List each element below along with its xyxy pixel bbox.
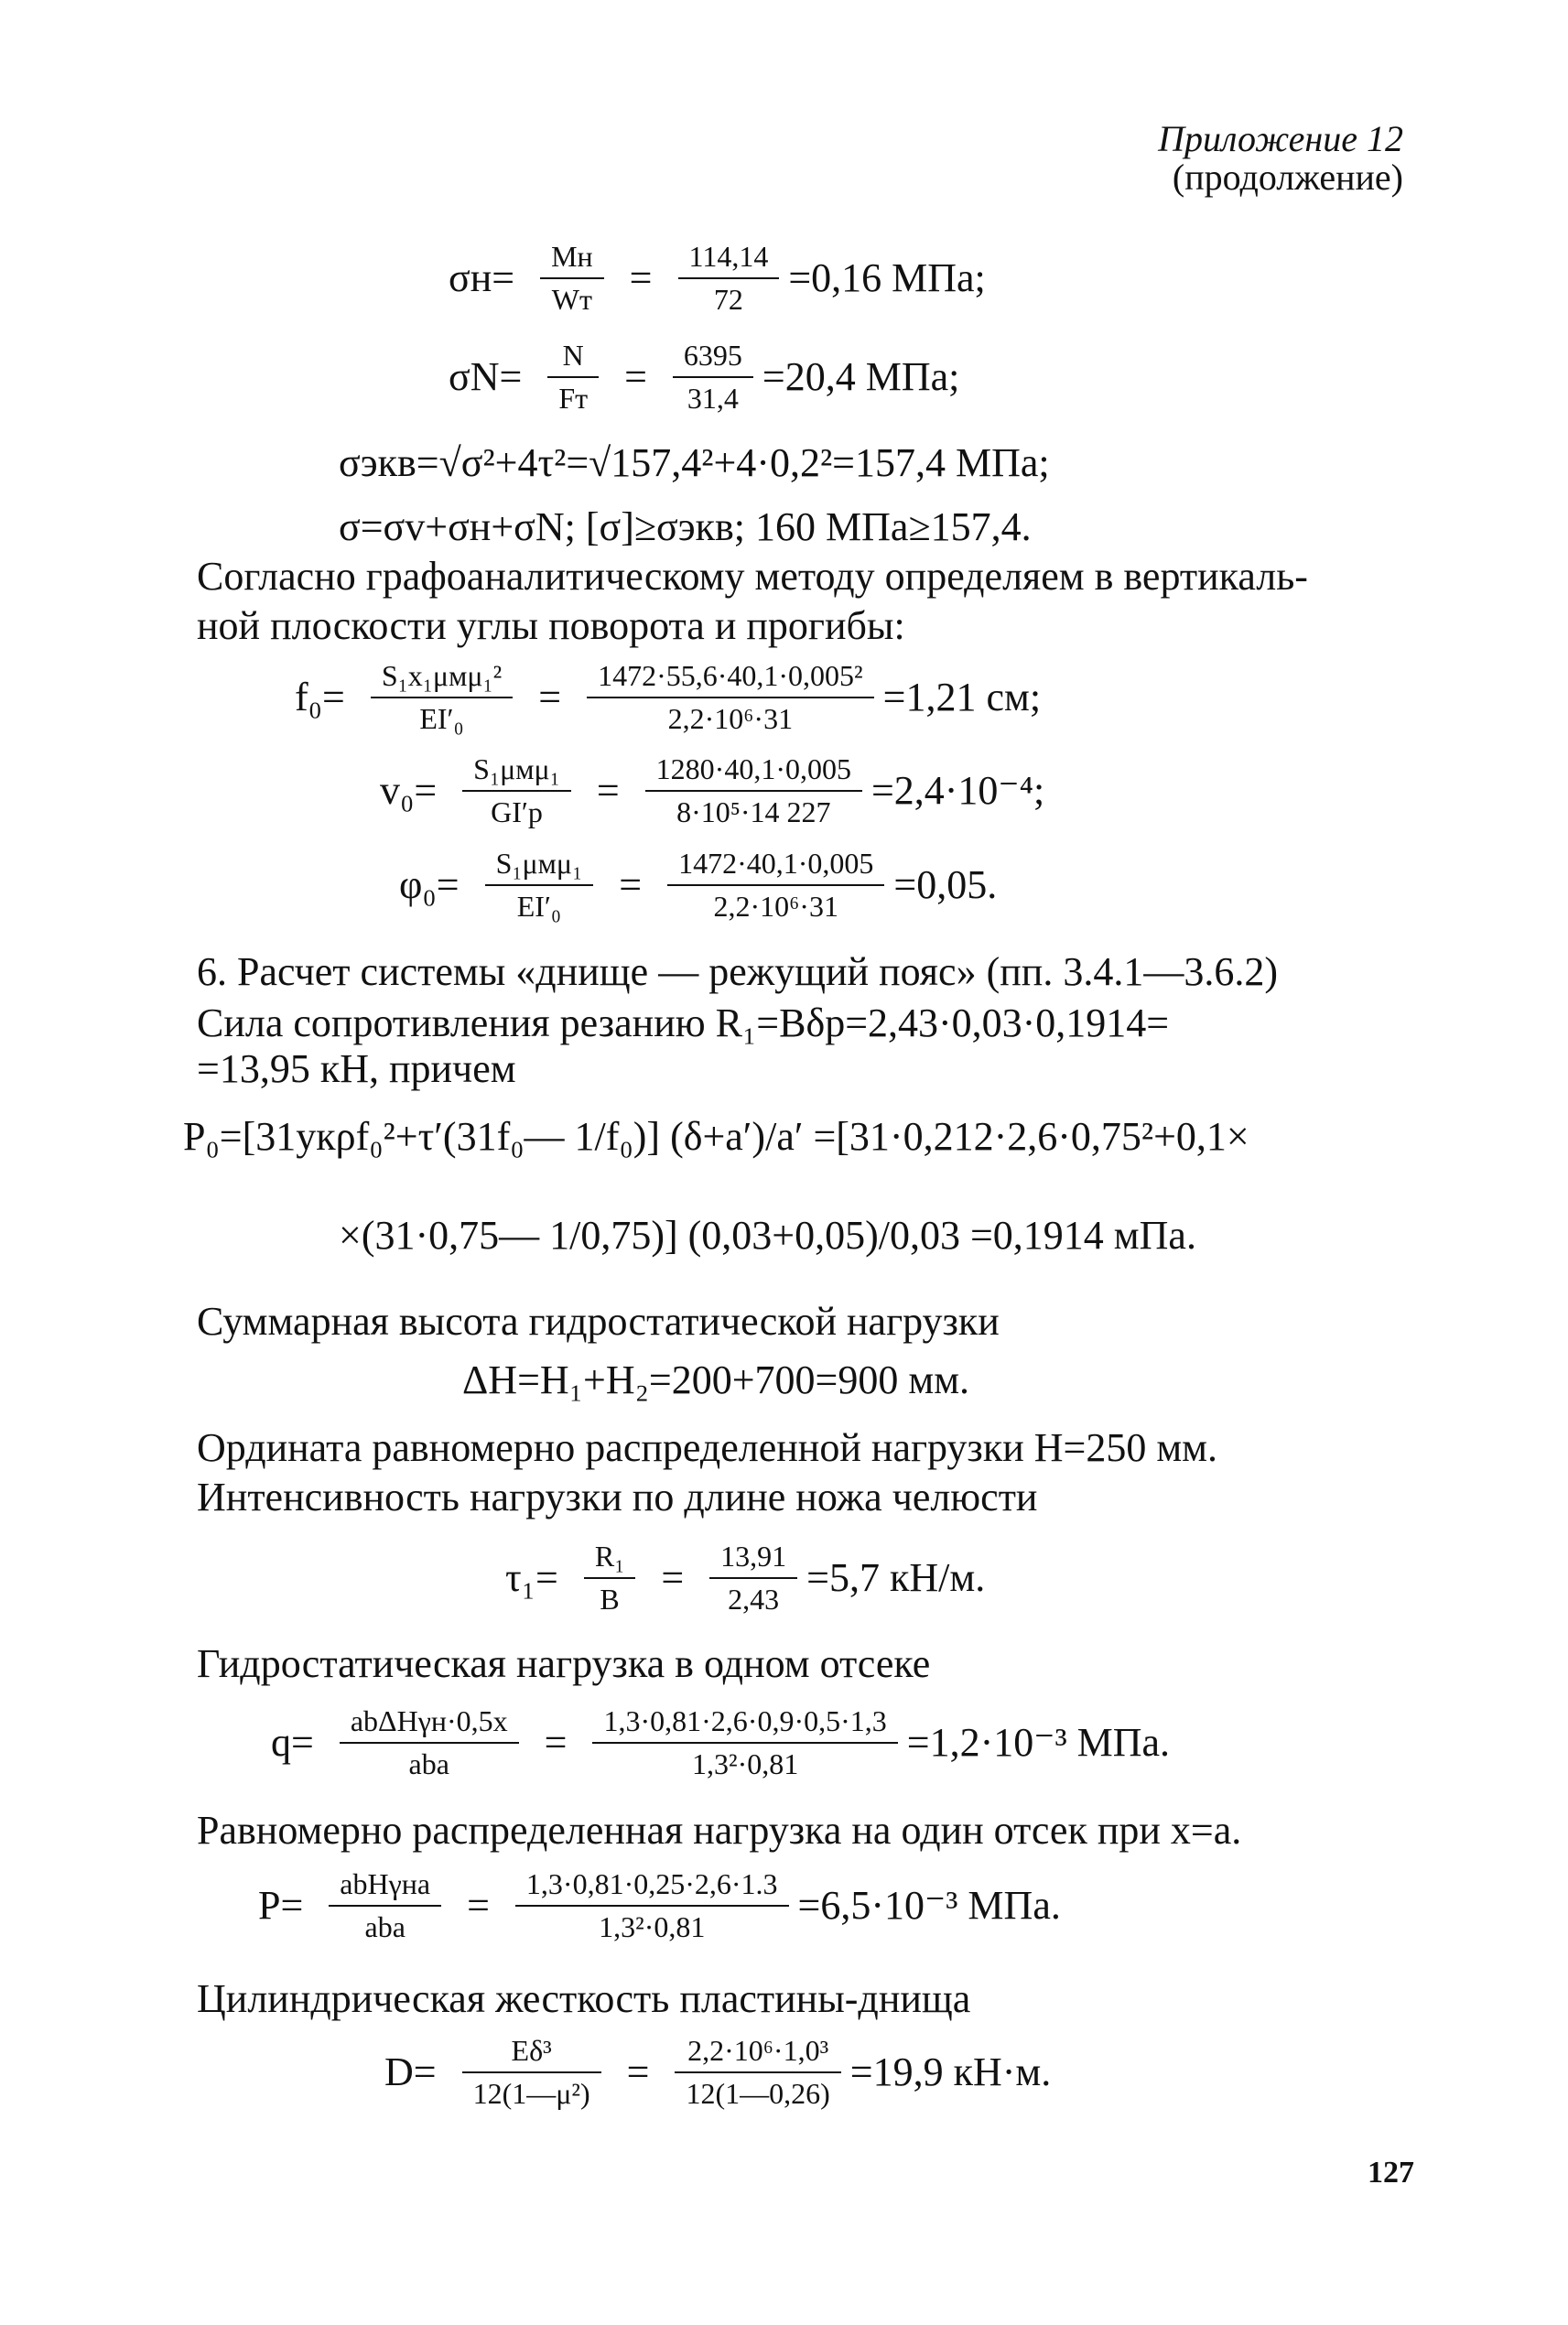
eq-result: =1,21 см; (882, 675, 1042, 720)
equation-dH: ΔH=H₁+H₂=200+700=900 мм. (462, 1357, 970, 1402)
fraction-bar (515, 1905, 789, 1907)
equals-sign: = (467, 1883, 490, 1929)
equation-sigma-N (449, 339, 959, 416)
fraction (678, 240, 780, 317)
numerator: R₁ (594, 1540, 625, 1573)
fraction-bar (584, 1577, 636, 1579)
page-number: 127 (1368, 2156, 1414, 2190)
numerator: N (562, 339, 584, 372)
numerator: 1472·55,6·40,1·0,005² (598, 659, 863, 692)
equation-p0-line1: P₀=[31yкρf₀²+τ′(31f₀— 1/f₀)] (δ+a′)/a′ =[31·0,212·2,6·0,75²+0,1× (183, 1114, 1249, 1159)
fraction (340, 1704, 519, 1781)
numerator: Eδ³ (511, 2034, 552, 2067)
equation-phi0 (399, 847, 997, 924)
denominator: 31,4 (687, 381, 739, 415)
equation-sigma-sum: σ=σv+σн+σN; [σ]≥σэкв; 160 МПа≥157,4. (339, 504, 1032, 549)
paragraph-line: =13,95 кН, причем (197, 1046, 516, 1091)
fraction-bar (645, 790, 862, 792)
denominator: 2,2·10⁶·31 (713, 889, 838, 923)
paragraph-line: Цилиндрическая жесткость пластины-днища (197, 1976, 971, 2021)
fraction (547, 339, 599, 416)
fraction (515, 1867, 789, 1944)
numerator: 1,3·0,81·2,6·0,9·0,5·1,3 (603, 1704, 887, 1737)
eq-lhs: τ₁= (505, 1555, 558, 1601)
fraction-bar (340, 1742, 519, 1744)
paragraph-line: ной плоскости углы поворота и прогибы: (197, 603, 905, 648)
fraction-bar (675, 2071, 840, 2073)
numerator: 1280·40,1·0,005 (655, 752, 851, 785)
equation-sigma-n (449, 240, 986, 317)
equation-f0 (295, 659, 1041, 736)
numerator: 1,3·0,81·0,25·2,6·1.3 (525, 1867, 778, 1900)
eq-result: =1,2·10⁻³ МПа. (906, 1720, 1171, 1766)
denominator: 12(1—μ²) (472, 2076, 590, 2110)
fraction-bar (485, 884, 594, 886)
denominator: 2,2·10⁶·31 (667, 701, 794, 735)
eq-lhs: v₀= (380, 768, 438, 814)
numerator: Mн (551, 240, 593, 273)
section-heading: 6. Расчет системы «днище — режущий пояс» (пп. 3.4.1—3.6.2) (197, 949, 1278, 994)
eq-result: =19,9 кН·м. (849, 2049, 1052, 2095)
eq-lhs: φ₀= (399, 862, 460, 908)
fraction (540, 240, 604, 317)
numerator: S₁μмμ₁ (495, 847, 583, 880)
fraction-bar (667, 884, 884, 886)
fraction-bar (592, 1742, 897, 1744)
fraction (462, 752, 571, 829)
denominator: aba (364, 1909, 406, 1943)
eq-result: =5,7 кН/м. (806, 1555, 986, 1601)
fraction-bar (540, 277, 604, 279)
fraction-bar (329, 1905, 441, 1907)
denominator: 12(1—0,26) (686, 2076, 830, 2110)
equals-sign: = (596, 768, 620, 814)
paragraph-line: Ордината равномерно распределенной нагрузки H=250 мм. (197, 1425, 1218, 1470)
fraction (584, 1540, 636, 1617)
denominator: GI′p (491, 795, 543, 828)
equals-sign: = (626, 2049, 650, 2095)
equals-sign: = (544, 1720, 568, 1766)
eq-result: =2,4·10⁻⁴; (871, 768, 1045, 814)
fraction (587, 659, 874, 736)
fraction (371, 659, 513, 736)
denominator: 1,3²·0,81 (691, 1746, 799, 1780)
equation-P (258, 1867, 1061, 1944)
fraction (667, 847, 884, 924)
eq-result: =0,05. (893, 862, 998, 908)
fraction-bar (462, 2071, 601, 2073)
denominator: 8·10⁵·14 227 (676, 795, 831, 828)
fraction (329, 1867, 441, 1944)
paragraph-line: Согласно графоаналитическому методу определяем в вертикаль- (197, 554, 1308, 599)
numerator: 6395 (683, 339, 742, 372)
fraction (675, 2034, 840, 2111)
fraction (485, 847, 594, 924)
equals-sign: = (619, 862, 643, 908)
eq-lhs: f₀= (295, 675, 345, 720)
denominator: 2,43 (728, 1582, 780, 1616)
fraction-bar (673, 376, 753, 378)
fraction-bar (547, 376, 599, 378)
fraction-bar (587, 697, 874, 698)
eq-result: =20,4 МПа; (762, 354, 960, 400)
eq-result: =0,16 МПа; (788, 255, 986, 301)
equals-sign: = (624, 354, 647, 400)
fraction (645, 752, 862, 829)
numerator: abHγнa (340, 1867, 431, 1900)
numerator: S₁x₁μмμ₁² (381, 659, 503, 692)
paragraph-line: Суммарная высота гидростатической нагрузки (197, 1299, 1000, 1344)
equation-q (271, 1704, 1170, 1781)
denominator: EI′₀ (419, 701, 464, 735)
paragraph-line: Сила сопротивления резанию R₁=Bδp=2,43·0,03·0,1914= (197, 1000, 1170, 1045)
fraction (673, 339, 753, 416)
fraction-bar (678, 277, 780, 279)
denominator: B (600, 1582, 620, 1616)
paragraph-line: Равномерно распределенная нагрузка на один отсек при x=a. (197, 1808, 1242, 1853)
eq-lhs: σн= (449, 255, 515, 301)
denominator: EI′₀ (516, 889, 562, 923)
fraction-bar (709, 1577, 797, 1579)
denominator: aba (408, 1746, 449, 1780)
eq-lhs: P= (258, 1883, 304, 1929)
equals-sign: = (629, 255, 653, 301)
fraction (462, 2034, 601, 2111)
continuation-label: (продолжение) (1172, 157, 1403, 198)
equation-sigma-ekv: σэкв=√σ²+4τ²=√157,4²+4·0,2²=157,4 МПа; (339, 440, 1050, 485)
eq-lhs: D= (384, 2049, 437, 2095)
appendix-label: Приложение 12 (1158, 118, 1403, 159)
fraction-bar (462, 790, 571, 792)
equals-sign: = (538, 675, 562, 720)
numerator: 13,91 (720, 1540, 787, 1573)
denominator: Fт (558, 381, 589, 415)
fraction (592, 1704, 897, 1781)
equation-v0 (380, 752, 1044, 829)
denominator: Wт (551, 282, 592, 316)
equation-p0-line2: ×(31·0,75— 1/0,75)] (0,03+0,05)/0,03 =0,1914 мПа. (339, 1213, 1196, 1258)
eq-lhs: q= (271, 1720, 314, 1766)
eq-lhs: σN= (449, 354, 523, 400)
paragraph-line: Интенсивность нагрузки по длине ножа челюсти (197, 1475, 1038, 1519)
numerator: S₁μмμ₁ (473, 752, 560, 785)
equals-sign: = (661, 1555, 685, 1601)
numerator: 2,2·10⁶·1,0³ (687, 2034, 829, 2067)
numerator: 1472·40,1·0,005 (678, 847, 874, 880)
paragraph-line: Гидростатическая нагрузка в одном отсеке (197, 1641, 931, 1686)
fraction-bar (371, 697, 513, 698)
eq-result: =6,5·10⁻³ МПа. (797, 1883, 1061, 1929)
fraction (709, 1540, 797, 1617)
equation-D (384, 2034, 1051, 2111)
denominator: 1,3²·0,81 (599, 1909, 706, 1943)
numerator: abΔHγн·0,5x (350, 1704, 508, 1737)
equation-tau1 (505, 1540, 985, 1617)
denominator: 72 (713, 282, 743, 316)
numerator: 114,14 (688, 240, 769, 273)
